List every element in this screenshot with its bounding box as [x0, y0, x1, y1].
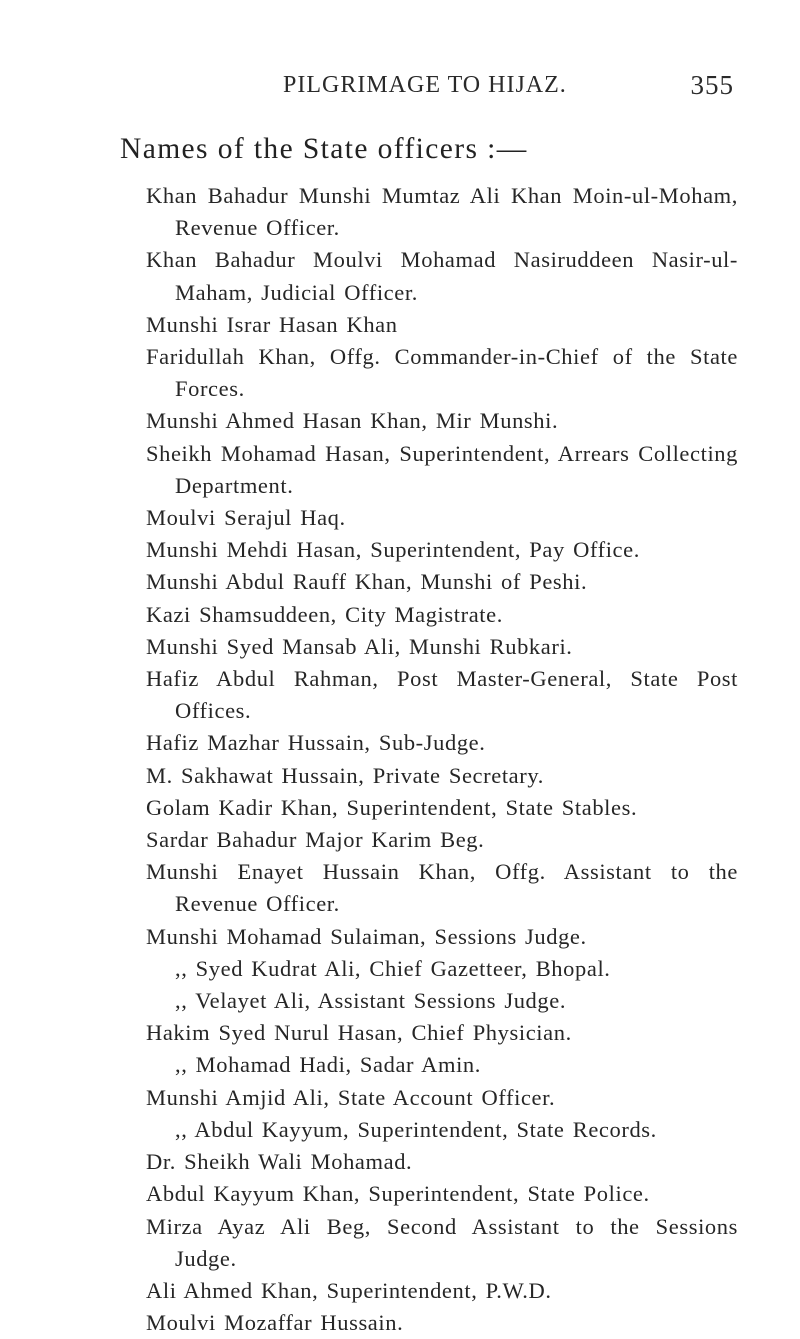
officer-entry: ,, Abdul Kayyum, Superintendent, State Records. — [175, 1116, 657, 1142]
officer-entry: Ali Ahmed Khan, Superintendent, P.W.D. — [146, 1277, 552, 1303]
running-title: PILGRIMAGE TO HIJAZ. — [283, 72, 567, 98]
officer-entry: Abdul Kayyum Khan, Superintendent, State Police. — [146, 1181, 650, 1207]
officer-entry: Sardar Bahadur Major Karim Beg. — [146, 827, 485, 853]
officer-entry: Hakim Syed Nurul Hasan, Chief Physician. — [146, 1020, 572, 1046]
officer-entry: Munshi Enayet Hussain Khan, Offg. Assistant to the Revenue Officer. — [146, 859, 738, 917]
officer-entry: Munshi Mohamad Sulaiman, Sessions Judge. — [146, 923, 587, 949]
officer-entry: Munshi Amjid Ali, State Account Officer. — [146, 1084, 556, 1110]
section-heading: Names of the State officers :— — [120, 133, 528, 165]
officer-entry: ,, Syed Kudrat Ali, Chief Gazetteer, Bhopal. — [175, 955, 611, 981]
officer-entry: Munshi Ahmed Hasan Khan, Mir Munshi. — [146, 408, 559, 434]
officer-entry: Hafiz Mazhar Hussain, Sub-Judge. — [146, 730, 486, 756]
page-number: 355 — [690, 70, 734, 100]
officer-entry: Moulvi Mozaffar Hussain. — [146, 1310, 404, 1336]
officer-entry: ,, Mohamad Hadi, Sadar Amin. — [175, 1052, 482, 1078]
officer-entry: Munshi Abdul Rauff Khan, Munshi of Peshi. — [146, 569, 588, 595]
officer-entry: Munshi Mehdi Hasan, Superintendent, Pay Office. — [146, 537, 640, 563]
officer-entry: Hafiz Abdul Rahman, Post Master-General, State Post Offices. — [146, 666, 738, 724]
officer-entry: M. Sakhawat Hussain, Private Secretary. — [146, 762, 544, 788]
officer-entry: Munshi Syed Mansab Ali, Munshi Rubkari. — [146, 633, 573, 659]
officer-entry: Kazi Shamsuddeen, City Magistrate. — [146, 601, 503, 627]
officer-entry: Faridullah Khan, Offg. Commander-in-Chief of the State Forces. — [146, 344, 738, 402]
officer-entry: Moulvi Serajul Haq. — [146, 505, 346, 531]
officer-entry: Dr. Sheikh Wali Mohamad. — [146, 1149, 413, 1175]
officer-entry: Khan Bahadur Munshi Mumtaz Ali Khan Moin-ul-Moham, Revenue Officer. — [146, 183, 738, 241]
officer-entry: ,, Velayet Ali, Assistant Sessions Judge. — [175, 988, 567, 1014]
officer-entry: Munshi Israr Hasan Khan — [146, 311, 398, 337]
officer-entry: Golam Kadir Khan, Superintendent, State Stables. — [146, 794, 638, 820]
officer-entry: Khan Bahadur Moulvi Mohamad Nasiruddeen Nasir-ul-Maham, Judicial Officer. — [146, 247, 738, 305]
officer-entry: Sheikh Mohamad Hasan, Superintendent, Arrears Collecting Department. — [146, 440, 738, 498]
officer-list — [0, 180, 800, 1339]
officer-entry: Mirza Ayaz Ali Beg, Second Assistant to the Sessions Judge. — [146, 1213, 738, 1271]
